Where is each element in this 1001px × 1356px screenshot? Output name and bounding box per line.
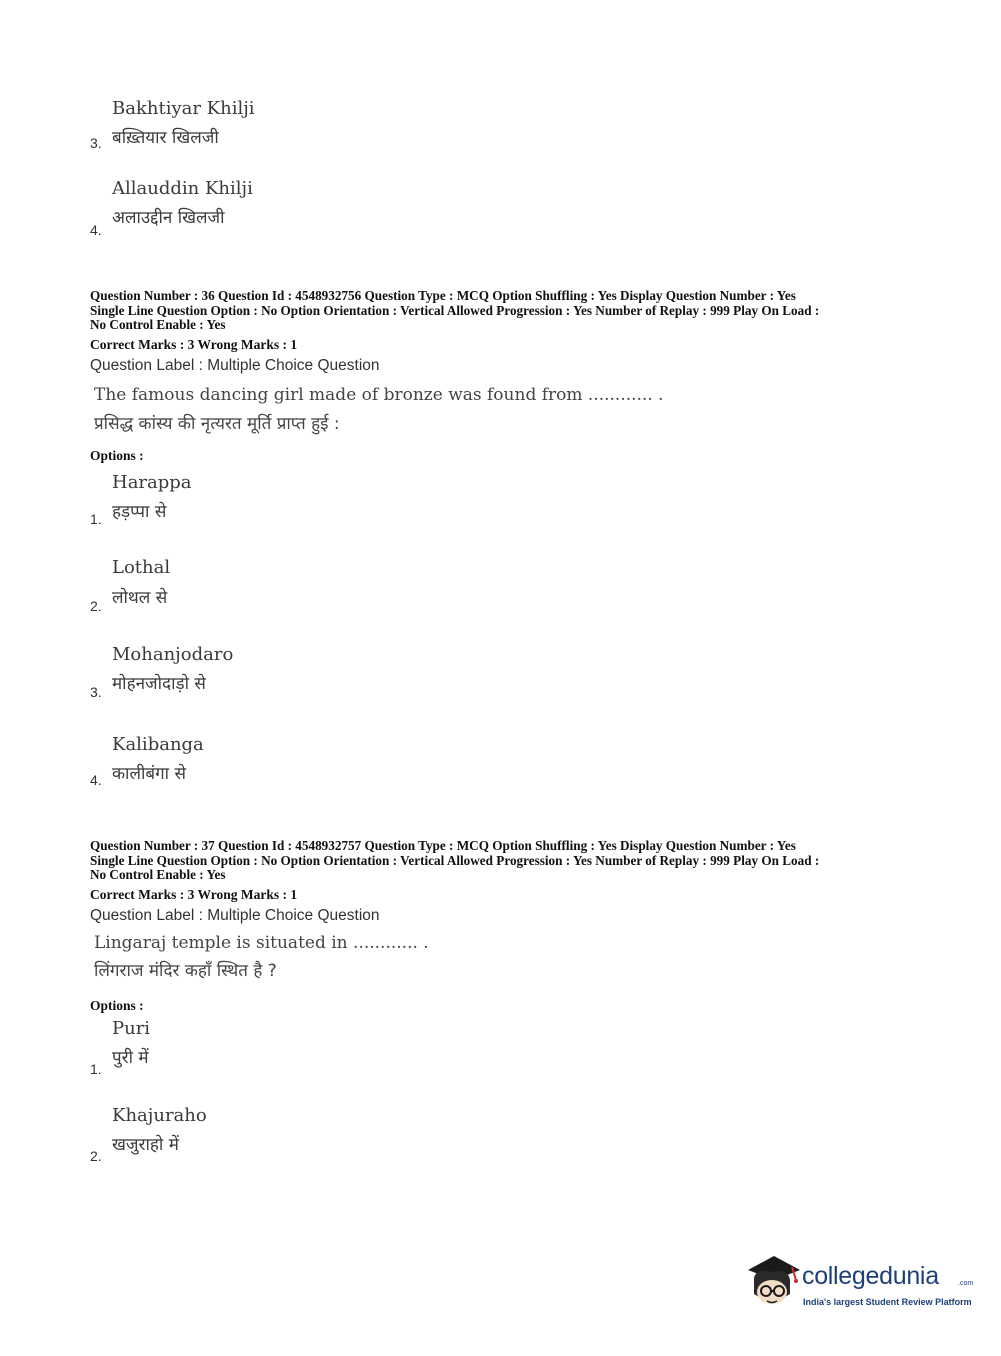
q37-option-2-number: 2. bbox=[90, 1148, 102, 1164]
question-36-metadata bbox=[90, 289, 920, 333]
question-37-label: Question Label : Multiple Choice Question bbox=[90, 907, 380, 924]
q37-option-2-english: Khajuraho bbox=[112, 1105, 207, 1126]
q37-option-1-hindi: पुरी में bbox=[112, 1048, 149, 1068]
metadata-line: Question Number : 37 Question Id : 4548932757 Question Type : MCQ Option Shuffling : Yes Display Question Number : Yes bbox=[90, 838, 796, 853]
q36-option-4-english: Kalibanga bbox=[112, 734, 204, 755]
q36-option-4-hindi: कालीबंगा से bbox=[112, 764, 186, 784]
option-3-english: Bakhtiyar Khilji bbox=[112, 98, 255, 119]
question-37-metadata bbox=[90, 839, 920, 883]
q36-option-3-hindi: मोहनजोदाड़ो से bbox=[112, 674, 206, 694]
mascot-icon bbox=[742, 1250, 802, 1310]
question-36-label: Question Label : Multiple Choice Question bbox=[90, 357, 380, 374]
metadata-line: Single Line Question Option : No Option Orientation : Vertical Allowed Progression : Yes Number of Replay : 999 Play On Load : bbox=[90, 852, 820, 868]
q36-option-2-english: Lothal bbox=[112, 557, 171, 578]
question-37-marks: Correct Marks : 3 Wrong Marks : 1 bbox=[90, 887, 298, 902]
question-36-text-hindi: प्रसिद्ध कांस्य की नृत्यरत मूर्ति प्राप्त हुई : bbox=[94, 414, 340, 434]
metadata-line: No Control Enable : Yes bbox=[90, 867, 226, 882]
option-4-hindi: अलाउद्दीन खिलजी bbox=[112, 208, 225, 228]
q36-option-2-number: 2. bbox=[90, 598, 102, 614]
q36-option-1-english: Harappa bbox=[112, 472, 192, 493]
q36-option-1-number: 1. bbox=[90, 511, 102, 527]
option-3-hindi: बख़्तियार खिलजी bbox=[112, 128, 219, 148]
q37-option-1-english: Puri bbox=[112, 1018, 151, 1039]
question-37-options-heading: Options : bbox=[90, 998, 144, 1013]
question-37-text-english: Lingaraj temple is situated in ............ . bbox=[94, 933, 429, 953]
brand-name: collegedunia bbox=[802, 1262, 939, 1290]
q36-option-3-english: Mohanjodaro bbox=[112, 644, 234, 665]
question-36-marks: Correct Marks : 3 Wrong Marks : 1 bbox=[90, 337, 298, 352]
q36-option-1-hindi: हड़प्पा से bbox=[112, 502, 167, 522]
brand-domain-suffix: .com bbox=[958, 1280, 974, 1287]
metadata-line: Question Number : 36 Question Id : 4548932756 Question Type : MCQ Option Shuffling : Yes Display Question Number : Yes bbox=[90, 288, 796, 303]
collegedunia-logo bbox=[742, 1250, 972, 1314]
q36-option-3-number: 3. bbox=[90, 684, 102, 700]
q37-option-2-hindi: खजुराहो में bbox=[112, 1135, 179, 1155]
option-4-number: 4. bbox=[90, 222, 102, 238]
metadata-line: No Control Enable : Yes bbox=[90, 317, 226, 332]
option-4-english: Allauddin Khilji bbox=[112, 178, 253, 199]
q37-option-1-number: 1. bbox=[90, 1061, 102, 1077]
q36-option-4-number: 4. bbox=[90, 772, 102, 788]
question-37-text-hindi: लिंगराज मंदिर कहाँ स्थित है ? bbox=[94, 961, 277, 981]
question-36-text-english: The famous dancing girl made of bronze was found from ............ . bbox=[94, 385, 664, 405]
option-3-number: 3. bbox=[90, 135, 102, 151]
brand-tagline: India's largest Student Review Platform bbox=[803, 1297, 972, 1307]
question-36-options-heading: Options : bbox=[90, 448, 144, 463]
q36-option-2-hindi: लोथल से bbox=[112, 588, 168, 608]
metadata-line: Single Line Question Option : No Option Orientation : Vertical Allowed Progression : Yes Number of Replay : 999 Play On Load : bbox=[90, 302, 820, 318]
